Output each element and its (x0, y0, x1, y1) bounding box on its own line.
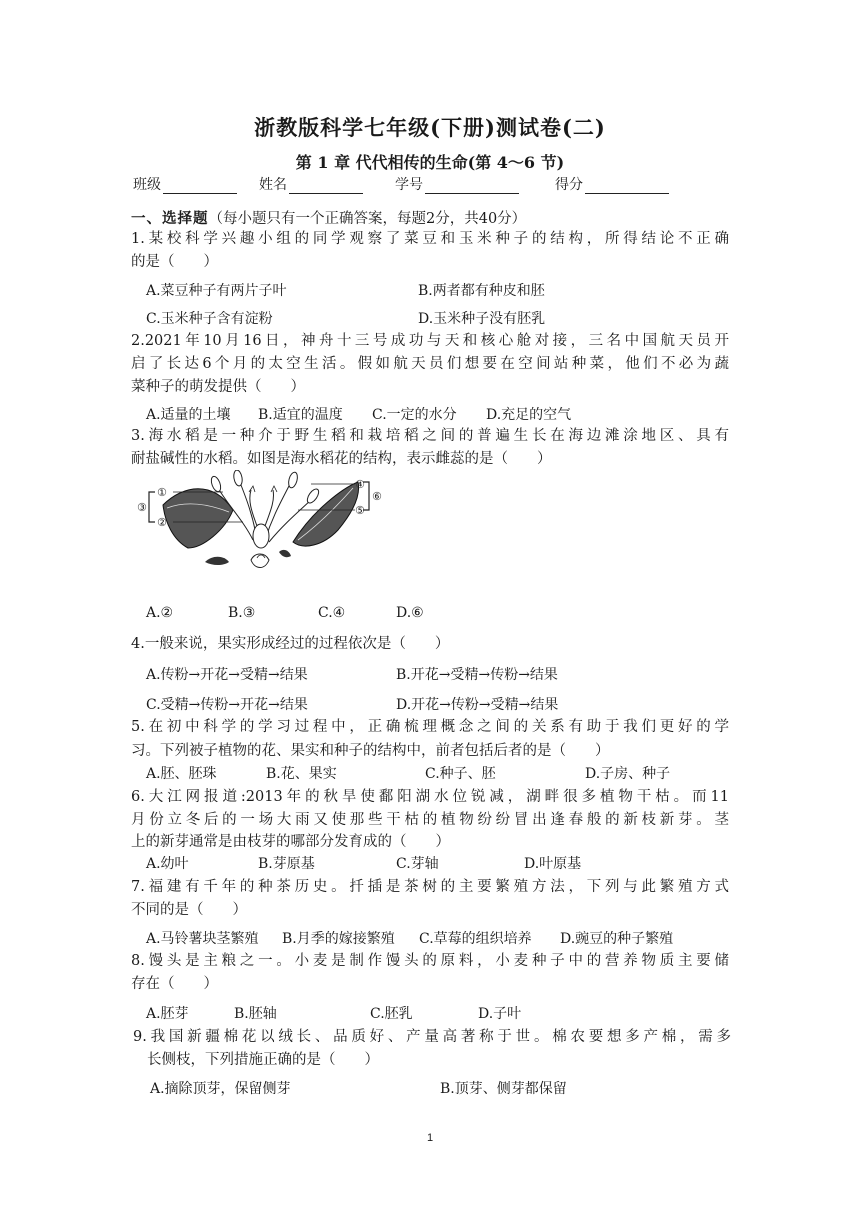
question-6-line-3: 上的新芽通常是由枝芽的哪部分发育成的（ ） (131, 834, 450, 850)
student-info-row (133, 174, 733, 196)
q1-option-b[interactable]: B.两者都有种皮和胚 (418, 283, 545, 299)
label-3: ③ (137, 501, 147, 514)
question-5-line-2: 习。下列被子植物的花、果实和种子的结构中，前者包括后者的是（ ） (131, 743, 610, 759)
q3-option-b[interactable]: B.③ (228, 605, 256, 621)
q3-option-d[interactable]: D.⑥ (396, 605, 424, 621)
q8-option-a[interactable]: A.胚芽 (146, 1006, 189, 1022)
question-8-line-1: 8.馒头是主粮之一。小麦是制作馒头的原料，小麦种子中的营养物质主要储 (131, 953, 729, 969)
score-field (555, 174, 669, 194)
page-title: 浙教版科学七年级(下册)测试卷(二) (254, 115, 606, 140)
q6-option-d[interactable]: D.叶原基 (524, 856, 582, 872)
q9-option-a[interactable]: A.摘除顶芽，保留侧芽 (150, 1081, 291, 1097)
q1-option-d[interactable]: D.玉米种子没有胚乳 (418, 311, 546, 327)
section-note: （每小题只有一个正确答案，每题2分，共40分） (208, 211, 527, 227)
name-blank[interactable] (289, 178, 363, 194)
question-2-line-2: 启了长达6个月的太空生活。假如航天员们想要在空间站种菜，他们不必为蔬 (131, 356, 729, 372)
section-title: 一、选择题 (131, 210, 209, 227)
question-1-line-1: 1.某校科学兴趣小组的同学观察了菜豆和玉米种子的结构，所得结论不正确 (131, 231, 729, 247)
question-1-line-2: 的是（ ） (131, 254, 218, 270)
id-blank[interactable] (425, 178, 519, 194)
label-2: ② (157, 516, 167, 529)
score-label: 得分 (555, 177, 583, 193)
q6-option-b[interactable]: B.芽原基 (258, 856, 315, 872)
section-heading (131, 207, 526, 228)
question-7-line-1: 7.福建有千年的种茶历史。扦插是茶树的主要繁殖方法，下列与此繁殖方式 (131, 879, 729, 895)
q9-option-b[interactable]: B.顶芽、侧芽都保留 (440, 1081, 567, 1097)
label-6: ⑥ (372, 490, 382, 503)
score-blank[interactable] (585, 178, 669, 194)
page-subtitle: 第 1 章 代代相传的生命(第 4～6 节) (295, 153, 565, 172)
q1-option-a[interactable]: A.菜豆种子有两片子叶 (146, 283, 287, 299)
q5-option-c[interactable]: C.种子、胚 (425, 766, 496, 782)
q7-option-d[interactable]: D.豌豆的种子繁殖 (560, 931, 674, 947)
question-6-line-2: 月份立冬后的一场大雨又使那些干枯的植物纷纷冒出逢春般的新枝新芽。茎 (131, 812, 729, 828)
name-field (259, 174, 363, 194)
q8-option-c[interactable]: C.胚乳 (370, 1006, 413, 1022)
q2-option-b[interactable]: B.适宜的温度 (258, 407, 343, 423)
question-7-line-2: 不同的是（ ） (131, 902, 247, 918)
q4-option-d[interactable]: D.开花→传粉→受精→结果 (396, 697, 559, 713)
q5-option-a[interactable]: A.胚、胚珠 (146, 766, 217, 782)
label-5: ⑤ (355, 504, 365, 517)
q6-option-a[interactable]: A.幼叶 (146, 856, 189, 872)
question-3-line-1: 3.海水稻是一种介于野生稻和栽培稻之间的普遍生长在海边滩涂地区、具有 (131, 428, 729, 444)
id-label: 学号 (395, 177, 423, 193)
q4-option-b[interactable]: B.开花→受精→传粉→结果 (396, 667, 558, 683)
q2-option-d[interactable]: D.充足的空气 (486, 407, 572, 423)
q7-option-b[interactable]: B.月季的嫁接繁殖 (282, 931, 395, 947)
id-field (395, 174, 519, 194)
question-2-line-1: 2.2021年10月16日，神舟十三号成功与天和核心舱对接，三名中国航天员开 (131, 333, 729, 349)
question-8-line-2: 存在（ ） (131, 976, 218, 992)
q2-option-a[interactable]: A.适量的土壤 (146, 407, 231, 423)
page-number: 1 (426, 1132, 434, 1144)
q5-option-d[interactable]: D.子房、种子 (585, 766, 671, 782)
q7-option-a[interactable]: A.马铃薯块茎繁殖 (146, 931, 259, 947)
q3-option-a[interactable]: A.② (146, 605, 174, 621)
q4-option-a[interactable]: A.传粉→开花→受精→结果 (146, 667, 308, 683)
q3-option-c[interactable]: C.④ (318, 605, 346, 621)
question-9-line-2: 长侧枝，下列措施正确的是（ ） (147, 1052, 379, 1068)
q6-option-c[interactable]: C.芽轴 (396, 856, 439, 872)
class-label: 班级 (133, 177, 161, 193)
question-2-line-3: 菜种子的萌发提供（ ） (131, 379, 305, 395)
name-label: 姓名 (259, 177, 287, 193)
question-6-line-1: 6.大江网报道:2013年的秋旱使鄱阳湖水位锐减，湖畔很多植物干枯。而11 (131, 789, 729, 805)
q8-option-d[interactable]: D.子叶 (478, 1006, 522, 1022)
q1-option-c[interactable]: C.玉米种子含有淀粉 (146, 311, 273, 327)
q4-option-c[interactable]: C.受精→传粉→开花→结果 (146, 697, 308, 713)
question-4-line-1: 4.一般来说，果实形成经过的过程依次是（ ） (131, 636, 450, 652)
class-field (133, 174, 237, 194)
rice-flower-diagram (133, 470, 387, 578)
class-blank[interactable] (163, 178, 237, 194)
q8-option-b[interactable]: B.胚轴 (234, 1006, 277, 1022)
question-9-line-1: 9.我国新疆棉花以绒长、品质好、产量高著称于世。棉农要想多产棉，需多 (133, 1029, 731, 1045)
label-1: ① (157, 486, 167, 499)
q7-option-c[interactable]: C.草莓的组织培养 (419, 931, 532, 947)
q2-option-c[interactable]: C.一定的水分 (372, 407, 457, 423)
q5-option-b[interactable]: B.花、果实 (266, 766, 337, 782)
question-5-line-1: 5.在初中科学的学习过程中，正确梳理概念之间的关系有助于我们更好的学 (131, 719, 729, 735)
label-4: ④ (355, 478, 365, 491)
question-3-line-2: 耐盐碱性的水稻。如图是海水稻花的结构，表示雌蕊的是（ ） (131, 451, 552, 467)
